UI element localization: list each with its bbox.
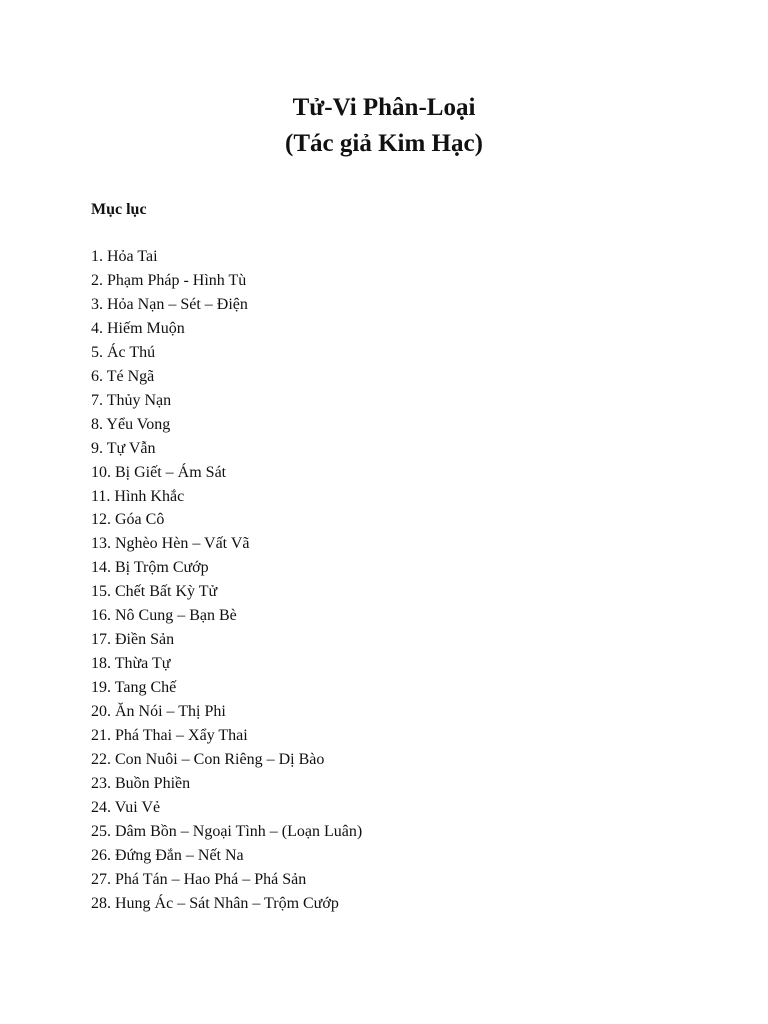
toc-item: 23. Buồn Phiền (91, 774, 191, 792)
toc-item: 8. Yểu Vong (91, 415, 171, 433)
toc-item: 3. Hỏa Nạn – Sét – Điện (91, 295, 248, 313)
toc-item: 12. Góa Cô (91, 511, 165, 529)
toc-item: 20. Ăn Nói – Thị Phi (91, 703, 226, 721)
document-title: Tử-Vi Phân-Loại (292, 94, 476, 121)
toc-item: 18. Thừa Tự (91, 655, 171, 673)
document-author: (Tác giả Kim Hạc) (285, 130, 483, 157)
toc-item: 19. Tang Chế (91, 679, 177, 697)
toc-item: 16. Nô Cung – Bạn Bè (91, 607, 237, 625)
toc-item: 11. Hình Khắc (91, 487, 185, 505)
toc-item: 6. Té Ngã (91, 367, 155, 385)
toc-item: 28. Hung Ác – Sát Nhân – Trộm Cướp (91, 894, 339, 912)
toc-item: 22. Con Nuôi – Con Riêng – Dị Bào (91, 751, 325, 769)
toc-item: 13. Nghèo Hèn – Vất Vã (91, 535, 250, 553)
toc-item: 21. Phá Thai – Xẩy Thai (91, 727, 248, 745)
toc-item: 2. Phạm Pháp - Hình Tù (91, 271, 247, 289)
toc-item: 1. Hỏa Tai (91, 248, 158, 265)
toc-item: 26. Đứng Đắn – Nết Na (91, 846, 244, 864)
toc-item: 7. Thủy Nạn (91, 391, 172, 409)
title-block (0, 90, 768, 162)
toc-item: 4. Hiếm Muộn (91, 319, 185, 337)
toc-heading: Mục lục (91, 201, 147, 218)
toc-item: 14. Bị Trộm Cướp (91, 559, 209, 577)
toc-item: 17. Điền Sản (91, 631, 175, 649)
toc-item: 9. Tự Vẫn (91, 439, 156, 457)
toc-item: 15. Chết Bất Kỳ Tử (91, 583, 218, 601)
table-of-contents (91, 245, 362, 916)
toc-item: 24. Vui Vẻ (91, 798, 161, 816)
toc-item: 27. Phá Tán – Hao Phá – Phá Sản (91, 870, 307, 888)
toc-item: 25. Dâm Bồn – Ngoại Tình – (Loạn Luân) (91, 822, 363, 840)
toc-item: 10. Bị Giết – Ám Sát (91, 463, 227, 481)
toc-item: 5. Ác Thú (91, 343, 156, 361)
